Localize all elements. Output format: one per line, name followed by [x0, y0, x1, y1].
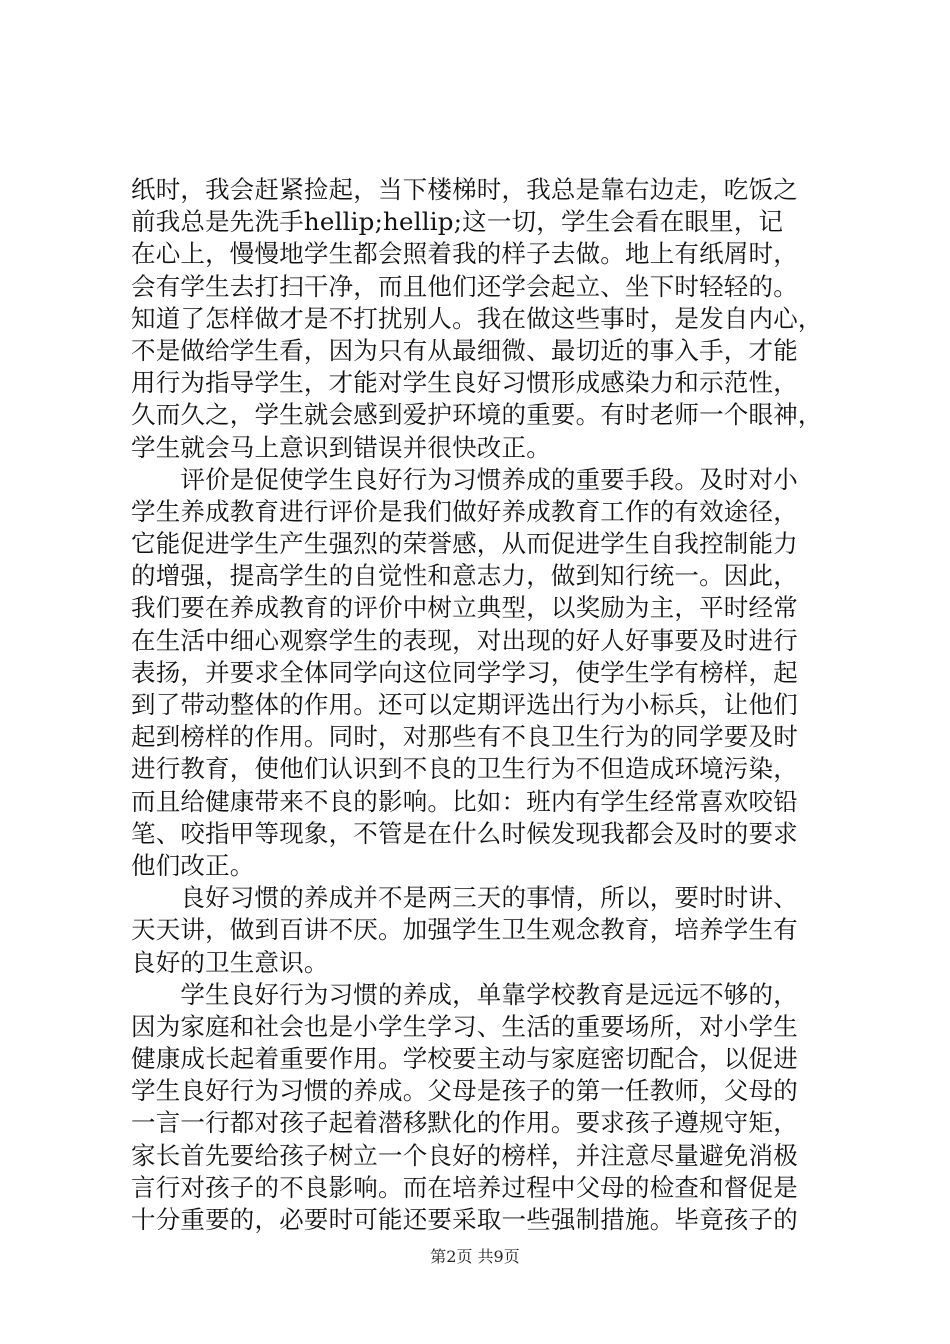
- text-line: 知道了怎样做才是不打扰别人。我在做这些事时，是发自内心，: [131, 303, 823, 333]
- text-line: 在生活中细心观察学生的表现，对出现的好人好事要及时进行: [131, 625, 798, 655]
- text-line: 学生养成教育进行评价是我们做好养成教育工作的有效途径，: [131, 496, 798, 526]
- text-line: 学生良好行为习惯的养成，单靠学校教育是远远不够的，: [131, 979, 798, 1009]
- text-line: 进行教育，使他们认识到不良的卫生行为不但造成环境污染，: [131, 754, 798, 784]
- text-line: 健康成长起着重要作用。学校要主动与家庭密切配合，以促进: [131, 1044, 798, 1074]
- text-line: 到了带动整体的作用。还可以定期评选出行为小标兵，让他们: [131, 690, 798, 719]
- text-line: 在心上，慢慢地学生都会照着我的样子去做。地上有纸屑时，: [131, 239, 798, 269]
- text-line: 会有学生去打扫干净，而且他们还学会起立、坐下时轻轻的。: [131, 271, 798, 301]
- text-line: 它能促进学生产生强烈的荣誉感，从而促进学生自我控制能力: [131, 529, 798, 559]
- text-line: 学生就会马上意识到错误并很快改正。: [131, 432, 551, 462]
- text-line: 良好习惯的养成并不是两三天的事情，所以，要时时讲、: [131, 883, 798, 913]
- body-text: [131, 174, 831, 1236]
- text-line: 而且给健康带来不良的影响。比如：班内有学生经常喜欢咬铅: [131, 786, 798, 816]
- text-line: 他们改正。: [131, 850, 255, 880]
- text-line: 我们要在养成教育的评价中树立典型，以奖励为主，平时经常: [131, 593, 798, 623]
- text-line: 一言一行都对孩子起着潜移默化的作用。要求孩子遵规守矩，: [131, 1108, 798, 1138]
- text-line: 因为家庭和社会也是小学生学习、生活的重要场所，对小学生: [131, 1011, 798, 1041]
- text-line: 评价是促使学生良好行为习惯养成的重要手段。及时对小: [131, 464, 798, 494]
- text-line: 学生良好行为习惯的养成。父母是孩子的第一任教师，父母的: [131, 1076, 798, 1106]
- text-line: 前我总是先洗手hellip;hellip;这一切，学生会看在眼里，记: [131, 207, 784, 237]
- text-line: 良好的卫生意识。: [131, 947, 329, 977]
- text-line: 言行对孩子的不良影响。而在培养过程中父母的检查和督促是: [131, 1172, 798, 1202]
- text-line: 十分重要的，必要时可能还要采取一些强制措施。毕竟孩子的: [131, 1205, 798, 1234]
- text-line: 纸时，我会赶紧捡起，当下楼梯时，我总是靠右边走，吃饭之: [131, 175, 798, 204]
- page-footer: 第2页 共9页: [430, 1247, 520, 1266]
- text-line: 的增强，提高学生的自觉性和意志力，做到知行统一。因此，: [131, 561, 798, 591]
- text-line: 起到榜样的作用。同时，对那些有不良卫生行为的同学要及时: [131, 722, 798, 752]
- text-line: 天天讲，做到百讲不厌。加强学生卫生观念教育，培养学生有: [131, 915, 798, 945]
- text-line: 用行为指导学生，才能对学生良好习惯形成感染力和示范性，: [131, 368, 798, 398]
- text-line: 不是做给学生看，因为只有从最细微、最切近的事入手，才能: [131, 335, 798, 365]
- text-line: 久而久之，学生就会感到爱护环境的重要。有时老师一个眼神，: [131, 400, 823, 430]
- text-line: 表扬，并要求全体同学向这位同学学习，使学生学有榜样，起: [131, 657, 798, 687]
- text-line: 家长首先要给孩子树立一个良好的榜样，并注意尽量避免消极: [131, 1140, 798, 1170]
- text-line: 笔、咬指甲等现象，不管是在什么时候发现我都会及时的要求: [131, 818, 798, 848]
